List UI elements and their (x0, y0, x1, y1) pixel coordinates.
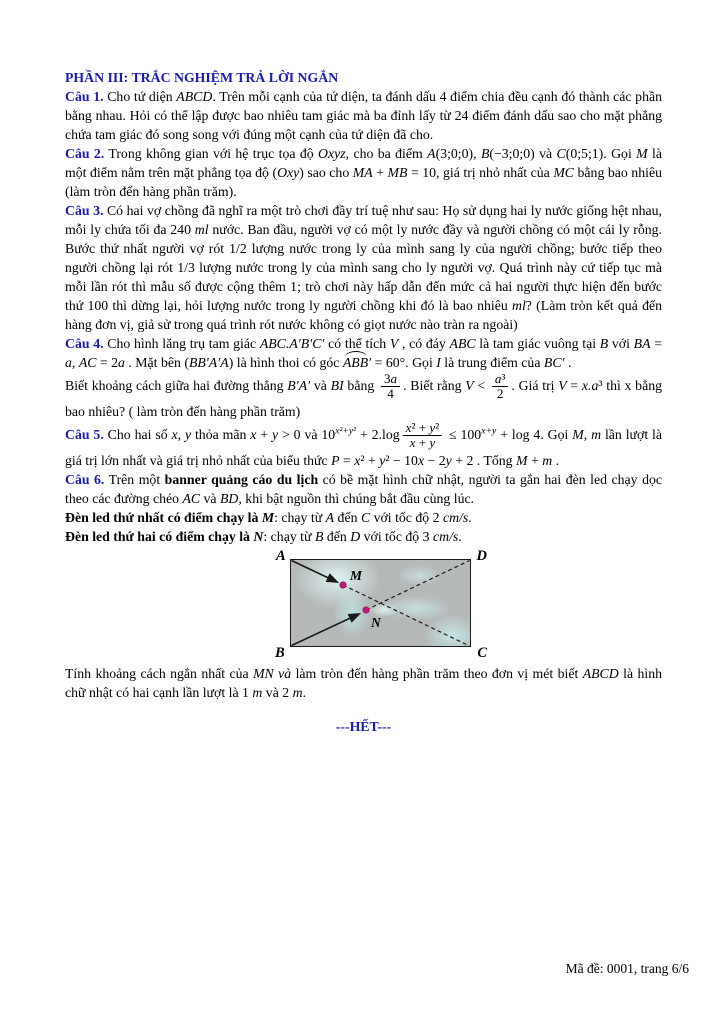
question-1 (65, 87, 662, 144)
text-run: = 60°. Gọi (371, 355, 437, 370)
point-m-label: M (350, 567, 363, 583)
text-run: Trong không gian với hệ trục tọa độ (104, 146, 319, 161)
text-run: có bề mặt hình chữ nhật, người ta gắn hai đèn led chạy dọc theo các đường chéo (65, 471, 662, 506)
text-run: 2 (496, 386, 504, 402)
text-run: M (516, 452, 528, 468)
text-run: ABCD (582, 665, 619, 681)
text-run: MC (553, 165, 575, 180)
text-run: Oxyz (318, 146, 346, 161)
text-run: , (71, 355, 79, 370)
text-run: C (556, 146, 566, 161)
text-run: x (409, 435, 416, 451)
led-path-m-to-c (343, 585, 470, 646)
text-run: M (636, 146, 648, 161)
text-run: BC′ (543, 355, 565, 370)
text-run: x (354, 452, 361, 468)
question-label: Câu 1. (65, 89, 104, 104)
fraction (403, 421, 442, 451)
text-run: AC (78, 355, 97, 370)
text-run: + 2 . Tổng (451, 452, 517, 468)
document-content-bottom (65, 664, 662, 736)
text-run: BA (633, 336, 651, 351)
figure-corner-label-b: B (275, 645, 285, 662)
led-path-b-to-n (292, 614, 360, 646)
text-run: 4 (387, 386, 394, 402)
point-m-dot (340, 581, 346, 587)
question-label: Câu 6. (65, 471, 105, 487)
text-run: x.a (581, 378, 599, 394)
text-run: Đèn led thứ nhất có điểm chạy là (65, 509, 262, 525)
text-run: . Mặt bên ( (124, 355, 189, 370)
text-run: V (389, 336, 399, 351)
text-run: ² + (360, 452, 380, 468)
text-run: A (427, 146, 436, 161)
text-run: B (480, 146, 490, 161)
text-run: thì x bằng bao nhiêu? ( làm tròn đến hàng phần trăm) (65, 378, 662, 419)
text-run: D (350, 528, 361, 544)
text-run: là một điểm nằm trên mặt phẳng tọa độ ( (65, 146, 663, 180)
text-run: Biết khoảng cách giữa hai đường thẳng (65, 378, 288, 394)
text-run: A (325, 509, 335, 525)
text-run: MN và (253, 665, 292, 681)
text-run: , cho ba điểm (345, 146, 428, 161)
point-n-dot (363, 606, 369, 612)
text-run: và (310, 378, 331, 394)
text-run: . (468, 509, 472, 525)
text-run: có thể tích (324, 336, 390, 351)
question-label: Câu 5. (65, 426, 104, 442)
text-run: C (360, 509, 371, 525)
text-run: là tam giác vuông tại (475, 336, 600, 351)
text-run: ² + (411, 419, 430, 435)
text-run: thỏa mãn (191, 426, 251, 442)
text-run: Trên một (104, 471, 165, 487)
text-run: BI (330, 378, 344, 394)
text-run: lần lượt là giá trị lớn nhất và giá trị nhỏ nhất của biểu thức (65, 426, 663, 468)
text-run: Oxy (277, 165, 300, 180)
question-label: Câu 4. (65, 336, 104, 351)
text-run: là trung điểm của (440, 355, 544, 370)
text-run: y (429, 435, 436, 451)
text-run: với tốc độ 2 (370, 509, 443, 525)
text-run: ml (194, 222, 209, 237)
figure-corner-label-c: C (477, 645, 487, 662)
text-run: N (253, 528, 264, 544)
end-marker (65, 717, 662, 736)
text-run: m (542, 452, 553, 468)
text-run: ) là hình thoi có góc (228, 355, 343, 370)
fraction-numerator (381, 372, 400, 387)
fraction (381, 372, 400, 402)
text-run: và 2 (262, 684, 293, 700)
fraction-denominator (407, 436, 439, 450)
text-run: x, y (171, 426, 192, 442)
text-run: x (417, 452, 425, 468)
text-run: cm/s (442, 509, 469, 525)
text-run: m (252, 684, 263, 700)
text-run: = 10, giá trị nhỏ nhất của (407, 165, 554, 180)
question-4-continued (65, 372, 662, 421)
text-run: + (415, 435, 430, 451)
text-run: bằng bao nhiêu (làm tròn đến hàng phần trăm). (65, 165, 662, 199)
text-run: = (650, 336, 662, 351)
text-run: . (552, 452, 560, 468)
text-run: : chạy từ (274, 509, 326, 525)
page-footer: Mã đề: 0001, trang 6/6 (565, 961, 689, 976)
question-label: ---HẾT--- (335, 718, 392, 734)
text-run: banner quảng cáo du lịch (164, 471, 319, 487)
banner-figure (275, 547, 487, 662)
led-path-n-to-d (366, 560, 470, 610)
text-run: P (331, 452, 340, 468)
text-run: Tính khoảng cách ngắn nhất của (65, 665, 254, 681)
text-run: (0;5;1). Gọi (565, 146, 637, 161)
text-run: + (372, 165, 388, 180)
question-label: Câu 3. (65, 203, 104, 218)
text-run: cm/s (433, 528, 459, 544)
text-run: đến (323, 528, 351, 544)
text-run: x (250, 426, 257, 442)
text-run: a (494, 371, 502, 386)
text-run: ² (435, 419, 440, 435)
text-run: ABC.A′B′C′ (259, 336, 325, 351)
text-run: ³ (598, 378, 603, 394)
text-run: . (302, 684, 307, 700)
text-run: ABC (449, 336, 476, 351)
question-5 (65, 421, 662, 470)
text-run: + (527, 452, 543, 468)
text-run: = 2 (96, 355, 119, 370)
fraction-denominator (384, 387, 397, 401)
text-run: . Trên mỗi cạnh của tứ diện, ta đánh dấu 4 điểm chia đều cạnh đó thành các phần bằng nhau. Hỏi có thể lập được bao nhiêu tam giác mà ba đỉnh lấy từ 24 điểm đánh dấu sao cho mặt phẳng chứa tam giác đó song song với đúng một cạnh của tứ diện đã cho. (65, 89, 662, 142)
text-run: B (314, 528, 324, 544)
text-run: x+y (481, 425, 497, 437)
text-run: > 0 và 10 (278, 426, 336, 442)
text-run: với tốc độ 3 (360, 528, 433, 544)
point-n-label: N (371, 614, 381, 630)
text-run: x (405, 419, 412, 435)
text-run: y (429, 419, 436, 435)
question-3 (65, 201, 662, 334)
text-run: Cho hai số (103, 426, 172, 442)
text-run: , khi bật nguồn thì chúng bắt đầu cùng lúc. (238, 490, 475, 506)
text-run: < (473, 378, 489, 394)
led-2-line (65, 527, 662, 546)
question-2 (65, 144, 662, 201)
text-run: ABCD (176, 89, 213, 104)
figure-corner-label-d: D (476, 547, 487, 564)
text-run: B′A′ (287, 378, 311, 394)
text-run: : chạy từ (263, 528, 315, 544)
led-path-a-to-m (292, 560, 338, 582)
figure-corner-label-a: A (276, 547, 286, 564)
text-run: M (261, 509, 275, 525)
text-run: a (118, 355, 125, 370)
text-run: . Giá trị (511, 378, 559, 394)
text-run: = (339, 452, 355, 468)
text-run: y (379, 452, 386, 468)
text-run: , có đáy (398, 336, 450, 351)
text-run: ≤ 100 (445, 426, 482, 442)
text-run: Đèn led thứ hai có điểm chạy là (65, 528, 254, 544)
text-run: − 2 (424, 452, 446, 468)
text-run: V (465, 378, 474, 394)
led-1-line (65, 508, 662, 527)
text-run: (−3;0;0) và (489, 146, 557, 161)
text-run: y (271, 426, 279, 442)
text-run: . Biết rằng (403, 378, 466, 394)
text-run: + 2.log (356, 426, 400, 442)
closing-note (65, 664, 662, 702)
text-run: B (599, 336, 609, 351)
text-run: = (566, 378, 582, 394)
text-run: ml (511, 298, 526, 313)
question-4 (65, 334, 662, 372)
text-run: (3;0;0), (435, 146, 481, 161)
text-run: m (292, 684, 303, 700)
fraction-numerator (492, 372, 509, 387)
text-run: BD (220, 490, 239, 506)
text-run: bằng (343, 378, 378, 394)
question-label: PHẦN III: TRẮC NGHIỆM TRẢ LỜI NGẮN (65, 70, 339, 85)
text-run: a (65, 355, 72, 370)
question-label: Câu 2. (65, 146, 105, 161)
text-run: đến (334, 509, 361, 525)
diagonals-overlay (290, 559, 471, 647)
fraction-denominator (494, 387, 507, 401)
text-run: + (256, 426, 272, 442)
text-run: V (558, 378, 567, 394)
text-run: MB (387, 165, 408, 180)
question-6 (65, 470, 662, 508)
text-run: làm tròn đến hàng phần trăm theo đơn vị mét biết (291, 665, 583, 681)
text-run: M (572, 426, 584, 442)
text-run: . (564, 355, 572, 370)
text-run: 3 (383, 371, 391, 386)
text-run: I (436, 355, 441, 370)
text-run: ? (Làm tròn kết quả đến hàng đơn vị, giả sử trong quá trình rót nước không có giọt nước nào tràn ra ngoài) (65, 298, 662, 332)
fraction-numerator (403, 421, 442, 436)
text-run: ³ (501, 371, 506, 386)
text-run: với (608, 336, 634, 351)
text-run: AC (182, 490, 201, 506)
text-run: BB′A′A (188, 355, 229, 370)
text-run: là hình chữ nhật có hai cạnh lần lượt là 1 (65, 665, 663, 700)
part-header (65, 68, 662, 87)
text-run: ) sao cho (299, 165, 353, 180)
text-run: , (583, 426, 592, 442)
text-run: . (458, 528, 462, 544)
text-run: a (390, 371, 398, 386)
text-run: ² − 10 (385, 452, 418, 468)
text-run: nước. Ban đầu, người vợ có một ly nước đầy và người chồng có một cái ly rỗng. Bước thứ nhất người vợ rót 1/2 lượng nước trong ly của mình sang ly của người chồng; bước tiếp theo người chồng lại rót 1/3 lượng nước trong ly của mình sang cho ly người vợ. Quá trình này cứ tiếp tục mà mỗi lần rót thì mẫu số được cộng thêm 1; trò chơi này hấp dẫn đến mức cả hai người thực hiện đến bước thứ 100 thì dừng lại, hỏi lượng nước trong ly người chồng khi đó là bao nhiêu (65, 222, 662, 313)
text-run: Cho hình lăng trụ tam giác (103, 336, 260, 351)
text-run: + log 4. Gọi (496, 426, 573, 442)
document-content-top (65, 68, 662, 546)
text-run: Có hai vợ chồng đã nghĩ ra một trò chơi đầy trí tuệ như sau: Họ sử dụng hai ly nước giống hệt nhau, mỗi ly chứa tối đa 240 (65, 203, 662, 237)
angle-hat: ABB′ (342, 355, 372, 370)
fraction (492, 372, 509, 402)
text-run: y (445, 452, 452, 468)
text-run: MA (352, 165, 373, 180)
text-run: và (200, 490, 220, 506)
text-run: x²+y² (335, 425, 357, 437)
text-run: Cho tứ diện (103, 89, 177, 104)
text-run: m (591, 426, 602, 442)
